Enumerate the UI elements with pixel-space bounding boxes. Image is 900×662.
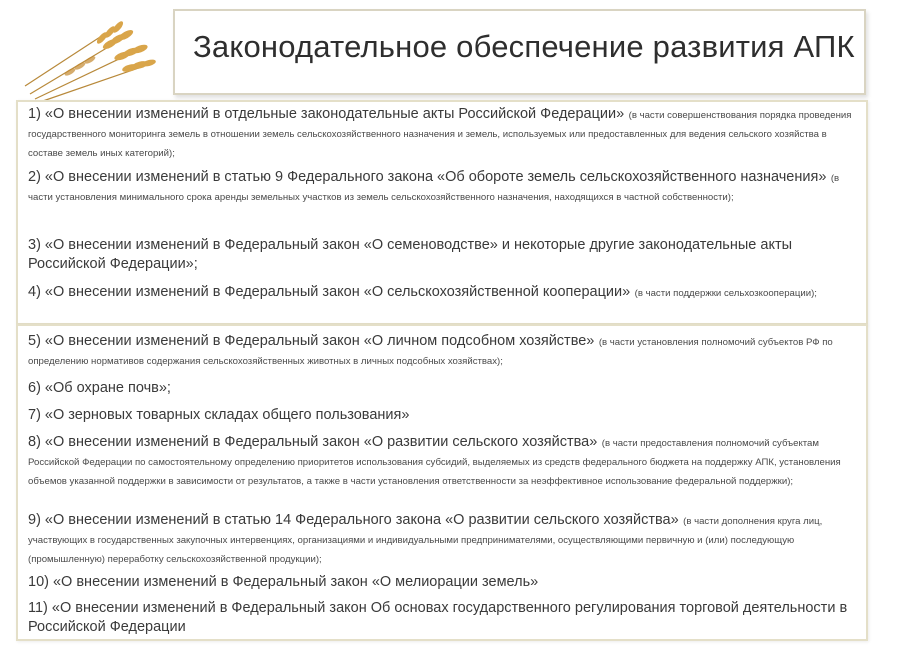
- wheat-illustration: [10, 14, 160, 106]
- laws-panel-bottom: [16, 324, 868, 641]
- law-item-9-title: 9) «О внесении изменений в статью 14 Федерального закона «О развитии сельского хозяйства»: [28, 512, 679, 528]
- law-item-2-title: 2) «О внесении изменений в статью 9 Федерального закона «Об обороте земель сельскохозяйственного назначения»: [28, 169, 827, 185]
- law-item-1: [28, 105, 854, 162]
- law-item-8: [28, 433, 854, 490]
- laws-panel-top: [16, 100, 868, 325]
- title-box: [173, 9, 866, 95]
- law-item-4-title: 4) «О внесении изменений в Федеральный закон «О сельскохозяйственной кооперации»: [28, 284, 631, 300]
- law-item-2: [28, 168, 854, 206]
- law-item-2-note: (в части установления минимального срока аренды земельных участков из земель сельскохозяйственного назначения, находящихся в частной собственности);: [28, 173, 840, 203]
- law-item-4-note: (в части поддержки сельхозкооперации);: [634, 288, 817, 299]
- law-item-5-title: 5) «О внесении изменений в Федеральный закон «О личном подсобном хозяйстве»: [28, 333, 595, 349]
- law-item-10: [28, 573, 854, 592]
- law-item-9-note: (в части дополнения круга лиц, участвующих в государственных закупочных интервенциях, организациями и индивидуальными предпринимателями, осуществляющими первичную и (или) последующую (промышленную) переработку сельскохозяйственной продукции);: [28, 516, 823, 565]
- law-item-9: [28, 511, 854, 568]
- law-item-10-title: 10) «О внесении изменений в Федеральный закон «О мелиорации земель»: [28, 574, 539, 590]
- law-item-5: [28, 332, 854, 370]
- law-item-5-note: (в части установления полномочий субъектов РФ по определению нормативов содержания сельскохозяйственных животных в личных подсобных хозяйствах);: [28, 337, 833, 367]
- law-item-3-title: 3) «О внесении изменений в Федеральный закон «О семеноводстве» и некоторые другие законодательные акты Российской Федерации»;: [28, 237, 793, 272]
- law-item-1-note: (в части совершенствования порядка проведения государственного мониторинга земель в отношении земель сельскохозяйственного назначения и земель, используемых или предоставленных для ведения сельского хозяйства в составе земель иных категорий);: [28, 110, 852, 159]
- slide-title: Законодательное обеспечение развития АПК: [193, 29, 855, 64]
- law-item-7-title: 7) «О зерновых товарных складах общего пользования»: [28, 407, 410, 423]
- law-item-7: [28, 406, 854, 425]
- law-item-8-title: 8) «О внесении изменений в Федеральный закон «О развитии сельского хозяйства»: [28, 434, 598, 450]
- law-item-6-title: 6) «Об охране почв»;: [28, 380, 171, 396]
- law-item-4: [28, 283, 854, 302]
- law-item-1-title: 1) «О внесении изменений в отдельные законодательные акты Российской Федерации»: [28, 106, 625, 122]
- law-item-11: [28, 599, 854, 637]
- law-item-11-title: 11) «О внесении изменений в Федеральный закон Об основах государственного регулирования торговой деятельности в Российской Федерации: [28, 600, 848, 635]
- law-item-3: [28, 236, 854, 274]
- law-item-6: [28, 379, 854, 398]
- law-item-8-note: (в части предоставления полномочий субъектам Российской Федерации по самостоятельному определению приоритетов использования субсидий, выделяемых из средств федерального бюджета на поддержку АПК, установления объемов указанной поддержки в зависимости от результатов, а также в части установления ответственности за неэффективное использование федеральной поддержки);: [28, 438, 841, 487]
